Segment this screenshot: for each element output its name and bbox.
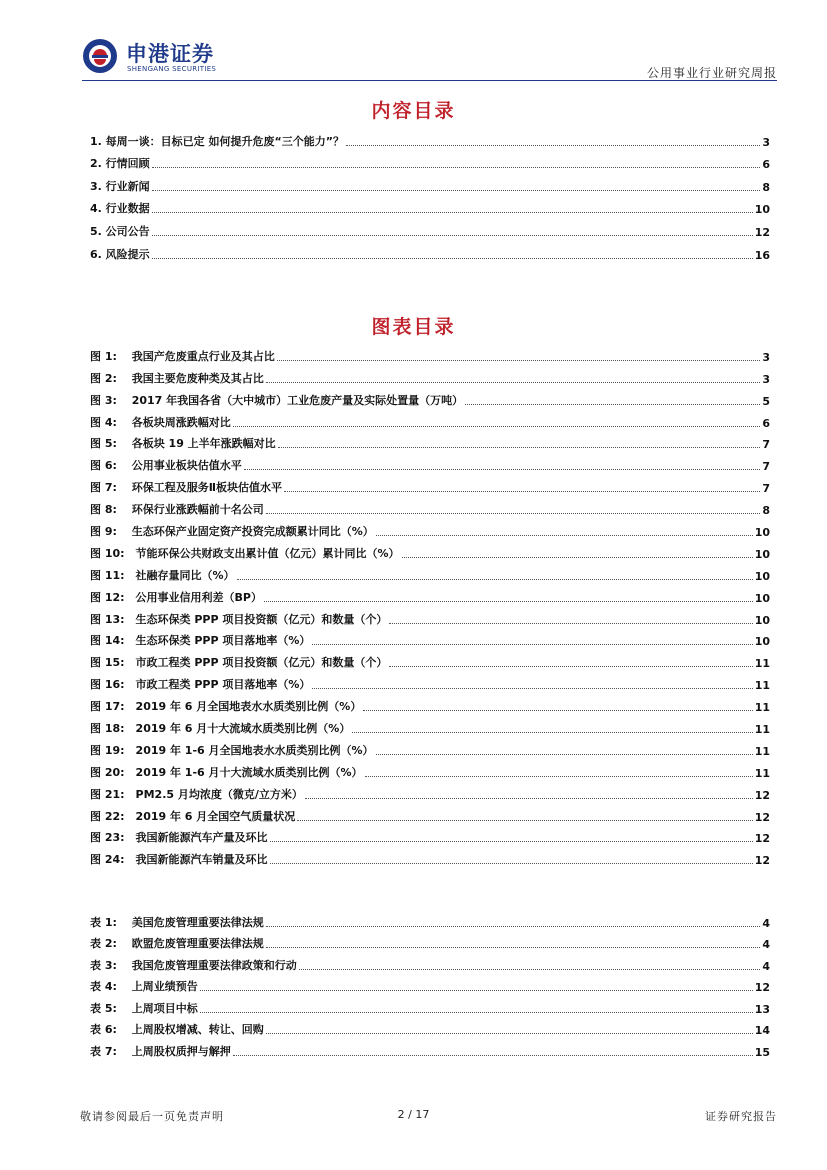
leader-dots [270,841,753,842]
leader-dots [233,426,761,427]
toc-page: 7 [762,438,770,452]
leader-dots [152,167,761,168]
toc-label: 表 3: 我国危废管理重要法律政策和行动 [90,958,297,972]
figures-list [90,342,770,867]
toc-label: 图 1: 我国产危废重点行业及其占比 [90,349,275,363]
leader-dots [277,360,761,361]
toc-label: 图 8: 环保行业涨跌幅前十名公司 [90,503,264,517]
figure-item[interactable] [90,736,770,758]
toc-label: 图 22: 2019 年 6 月全国空气质量状况 [90,809,296,823]
toc-label: 图 11: 社融存量同比（%） [90,568,235,582]
toc-page: 10 [754,203,770,217]
toc-page: 11 [754,701,770,715]
toc-label: 图 12: 公用事业信用利差（BP） [90,590,262,604]
header-divider [82,80,777,81]
figure-item[interactable] [90,802,770,824]
company-logo [82,38,252,78]
toc-label: 表 2: 欧盟危废管理重要法律法规 [90,937,264,950]
contents-item[interactable] [90,126,770,149]
leader-dots [200,990,753,991]
figure-item[interactable] [90,758,770,780]
figure-item[interactable] [90,342,770,364]
figures-title: 图表目录 [371,316,456,338]
toc-page: 12 [754,810,770,824]
figure-item[interactable] [90,648,770,670]
leader-dots [278,447,761,448]
toc-page: 10 [754,591,770,605]
toc-label: 图 18: 2019 年 6 月十大流域水质类别比例（%） [90,722,351,736]
toc-page: 12 [754,225,770,239]
leader-dots [266,513,761,514]
table-item[interactable] [90,994,770,1016]
toc-page: 13 [754,1002,770,1016]
figure-item[interactable] [90,517,770,539]
toc-page: 10 [754,635,770,649]
leader-dots [264,601,753,602]
toc-label: 表 1: 美国危废管理重要法律法规 [90,915,264,929]
toc-label: 图 10: 节能环保公共财政支出累计值（亿元）累计同比（%） [90,546,400,560]
table-item[interactable] [90,908,770,930]
leader-dots [365,776,753,777]
leader-dots [346,145,760,146]
leader-dots [312,688,752,689]
toc-label: 图 15: 市政工程类 PPP 项目投资额（亿元）和数量（个） [90,656,388,670]
figure-item[interactable] [90,583,770,605]
toc-label: 2. 行情回顾 [90,157,150,171]
toc-page: 10 [754,569,770,583]
contents-item[interactable] [90,149,770,172]
toc-label: 表 5: 上周项目中标 [90,1001,198,1015]
leader-dots [152,235,753,236]
toc-label: 图 13: 生态环保类 PPP 项目投资额（亿元）和数量（个） [90,612,388,626]
leader-dots [465,404,760,405]
toc-page: 4 [762,916,770,930]
figure-item[interactable] [90,495,770,517]
toc-page: 11 [754,744,770,758]
toc-page: 3 [762,350,770,364]
table-item[interactable] [90,951,770,973]
leader-dots [299,969,761,970]
toc-label: 图 16: 市政工程类 PPP 项目落地率（%） [90,678,311,692]
toc-label: 4. 行业数据 [90,202,150,216]
toc-label: 图 21: PM2.5 月均浓度（微克/立方米） [90,787,303,801]
leader-dots [266,382,761,383]
figure-item[interactable] [90,780,770,802]
figure-item[interactable] [90,386,770,408]
footer-disclaimer: 敬请参阅最后一页免责声明 [80,1110,224,1123]
leader-dots [389,666,752,667]
toc-page: 11 [754,766,770,780]
toc-page: 7 [762,482,770,496]
footer-page-number: 2 / 17 [397,1108,430,1121]
footer-doc-type: 证券研究报告 [705,1110,777,1123]
leader-dots [284,491,760,492]
leader-dots [152,190,761,191]
contents-item[interactable] [90,194,770,217]
toc-page: 8 [762,180,770,194]
toc-page: 14 [754,1024,770,1037]
contents-title: 内容目录 [371,100,456,122]
toc-page: 6 [762,158,770,172]
toc-page: 10 [754,613,770,627]
toc-page: 11 [754,679,770,693]
figure-item[interactable] [90,561,770,583]
tables-list [90,908,770,1059]
leader-dots [297,820,752,821]
toc-page: 10 [754,547,770,561]
contents-list [90,126,770,262]
toc-page: 12 [754,788,770,802]
table-item[interactable] [90,1016,770,1038]
toc-page: 5 [762,394,770,408]
toc-page: 7 [762,460,770,474]
toc-page: 4 [762,959,770,973]
toc-label: 图 2: 我国主要危废种类及其占比 [90,371,264,385]
leader-dots [312,644,752,645]
report-type-label: 公用事业行业研究周报 [646,66,777,80]
toc-page: 3 [762,372,770,386]
table-item[interactable] [90,973,770,995]
figure-item[interactable] [90,451,770,473]
toc-label: 5. 公司公告 [90,224,150,238]
toc-label: 图 19: 2019 年 1-6 月全国地表水水质类别比例（%） [90,743,374,757]
toc-page: 10 [754,526,770,540]
leader-dots [152,212,753,213]
leader-dots [152,258,753,259]
table-item[interactable] [90,1037,770,1059]
figure-item[interactable] [90,627,770,649]
contents-item[interactable] [90,171,770,194]
leader-dots [266,1033,753,1034]
figure-item[interactable] [90,824,770,846]
toc-page: 12 [754,854,770,868]
toc-label: 图 6: 公用事业板块估值水平 [90,459,242,473]
figure-item[interactable] [90,408,770,430]
toc-label: 3. 行业新闻 [90,179,150,193]
toc-label: 1. 每周一谈：目标已定 如何提升危废“三个能力”？ [90,134,344,148]
page-header [0,0,827,80]
leader-dots [376,754,753,755]
contents-item[interactable] [90,216,770,239]
toc-page: 8 [762,504,770,518]
figure-item[interactable] [90,605,770,627]
toc-label: 6. 风险提示 [90,247,150,261]
leader-dots [244,469,761,470]
leader-dots [305,798,753,799]
toc-page: 12 [754,832,770,846]
table-item[interactable] [90,930,770,952]
leader-dots [376,535,753,536]
toc-page: 3 [762,135,770,149]
leader-dots [266,926,761,927]
toc-page: 4 [762,938,770,951]
toc-label: 图 9: 生态环保产业固定资产投资完成额累计同比（%） [90,525,374,539]
toc-label: 图 4: 各板块周涨跌幅对比 [90,415,231,429]
leader-dots [402,557,753,558]
leader-dots [389,623,752,624]
figure-item[interactable] [90,364,770,386]
leader-dots [352,732,752,733]
toc-label: 图 17: 2019 年 6 月全国地表水水质类别比例（%） [90,700,362,714]
figure-item[interactable] [90,539,770,561]
toc-label: 表 6: 上周股权增减、转让、回购 [90,1023,264,1036]
leader-dots [200,1012,753,1013]
toc-label: 图 20: 2019 年 1-6 月十大流域水质类别比例（%） [90,765,363,779]
logo-english-name: SHENGANG SECURITIES [127,65,217,73]
leader-dots [237,579,753,580]
contents-item[interactable] [90,239,770,262]
toc-label: 图 14: 生态环保类 PPP 项目落地率（%） [90,634,311,648]
figure-item[interactable] [90,430,770,452]
leader-dots [266,947,761,948]
toc-label: 图 7: 环保工程及服务Ⅱ板块估值水平 [90,481,282,495]
toc-page: 16 [754,248,770,262]
shengang-logo-icon [82,38,118,74]
toc-page: 11 [754,657,770,671]
leader-dots [363,710,752,711]
figure-item[interactable] [90,473,770,495]
toc-page: 15 [754,1045,770,1059]
toc-label: 图 3: 2017 年我国各省（大中城市）工业危废产量及实际处置量（万吨） [90,393,464,407]
logo-chinese-name: 申港证券 [126,42,214,66]
toc-label: 表 4: 上周业绩预告 [90,980,198,993]
figure-item[interactable] [90,714,770,736]
leader-dots [270,863,753,864]
toc-label: 图 5: 各板块 19 上半年涨跌幅对比 [90,437,276,451]
toc-page: 12 [754,981,770,994]
figure-item[interactable] [90,692,770,714]
leader-dots [233,1055,753,1056]
toc-page: 11 [754,723,770,737]
toc-page: 6 [762,416,770,430]
toc-label: 图 23: 我国新能源汽车产量及环比 [90,831,268,845]
figure-item[interactable] [90,845,770,867]
toc-label: 图 24: 我国新能源汽车销量及环比 [90,853,268,867]
toc-label: 表 7: 上周股权质押与解押 [90,1044,231,1058]
figure-item[interactable] [90,670,770,692]
